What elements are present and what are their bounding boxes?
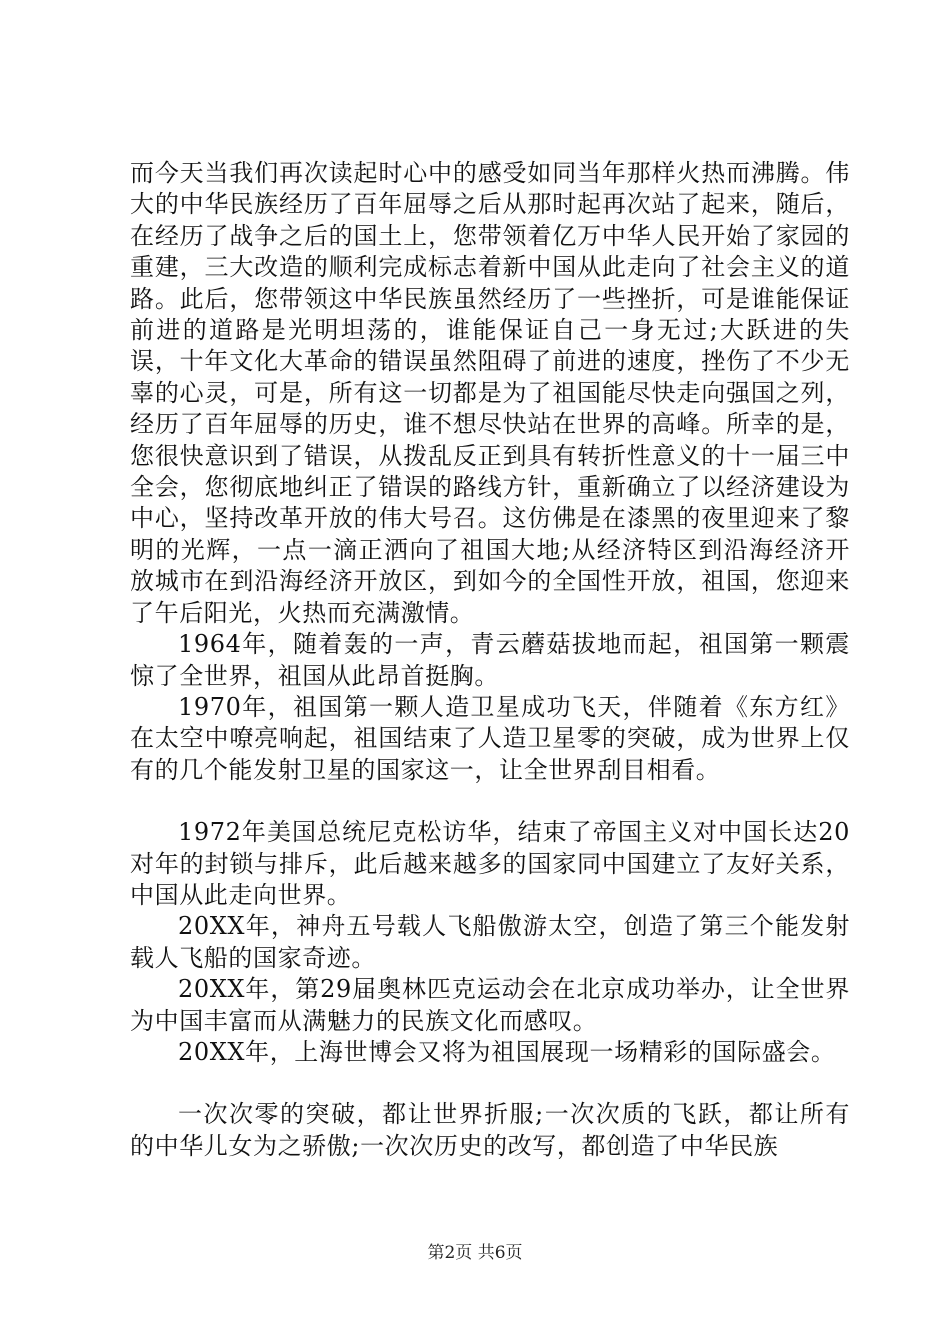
paragraph-1972: 1972年美国总统尼克松访华，结束了帝国主义对中国长达20对年的封锁与排斥，此后越来越多的国家同中国建立了友好关系，中国从此走向世界。: [130, 818, 850, 909]
document-body: [130, 158, 850, 1162]
paragraph-olympics: 20XX年，第29届奥林匹克运动会在北京成功举办，让全世界为中国丰富而从满魅力的民族文化而感叹。: [130, 975, 850, 1035]
blank-line: [130, 786, 850, 817]
page-footer: 第2页 共6页: [427, 1243, 523, 1263]
paragraph-1964: 1964年，随着轰的一声，青云蘑菇拔地而起，祖国第一颗震惊了全世界，祖国从此昂首挺胸。: [130, 630, 850, 690]
paragraph-expo: 20XX年，上海世博会又将为祖国展现一场精彩的国际盛会。: [178, 1037, 836, 1066]
paragraph-history-narrative: 而今天当我们再次读起时心中的感受如同当年那样火热而沸腾。伟大的中华民族经历了百年屈辱之后从那时起再次站了起来，随后，在经历了战争之后的国土上，您带领着亿万中华人民开始了家园的重建，三大改造的顺利完成标志着新中国从此走向了社会主义的道路。此后，您带领这中华民族虽然经历了一些挫折，可是谁能保证前进的道路是光明坦荡的，谁能保证自己一身无过;大跃进的失误，十年文化大革命的错误虽然阻碍了前进的速度，挫伤了不少无辜的心灵，可是，所有这一切都是为了祖国能尽快走向强国之列，经历了百年屈辱的历史，谁不想尽快站在世界的高峰。所幸的是，您很快意识到了错误，从拨乱反正到具有转折性意义的十一届三中全会，您彻底地纠正了错误的路线方针，重新确立了以经济建设为中心，坚持改革开放的伟大号召。这仿佛是在漆黑的夜里迎来了黎明的光辉，一点一滴正洒向了祖国大地;从经济特区到沿海经济开放城市在到沿海经济开放区，到如今的全国性开放，祖国，您迎来了午后阳光，火热而充满激情。: [130, 159, 850, 627]
paragraph-shenzhou: 20XX年，神舟五号载人飞船傲游太空，创造了第三个能发射载人飞船的国家奇迹。: [130, 912, 850, 972]
blank-line: [130, 1068, 850, 1099]
paragraph-breakthroughs: 一次次零的突破，都让世界折服;一次次质的飞跃，都让所有的中华儿女为之骄傲;一次次历史的改写，都创造了中华民族: [130, 1100, 850, 1160]
paragraph-1970: 1970年，祖国第一颗人造卫星成功飞天，伴随着《东方红》在太空中嘹亮响起，祖国结束了人造卫星零的突破，成为世界上仅有的几个能发射卫星的国家这一，让全世界刮目相看。: [130, 692, 850, 784]
